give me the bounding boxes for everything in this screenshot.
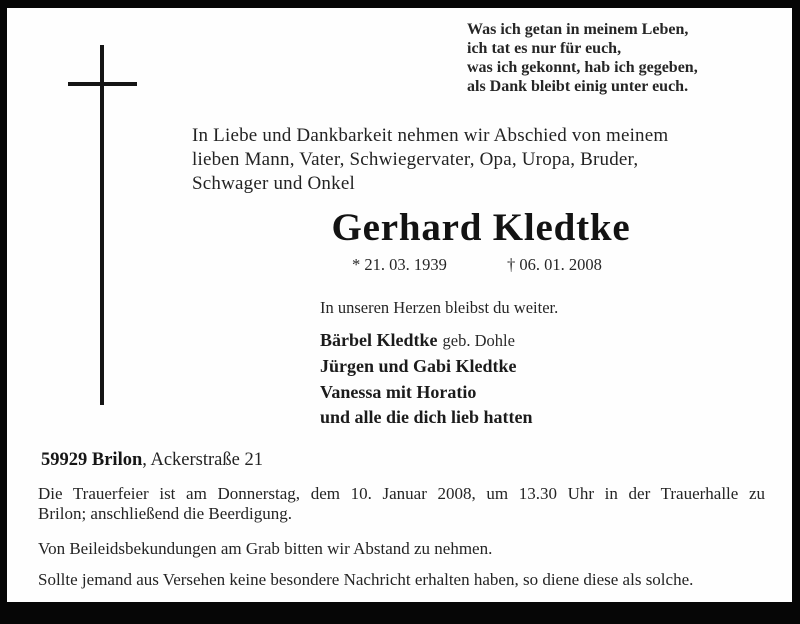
condolence-note: Von Beileidsbekundungen am Grab bitten wir Abstand zu nehmen. [38,539,493,558]
mourner-line [320,405,533,431]
death-date: † 06. 01. 2008 [507,255,602,274]
funeral-line: Die Trauerfeier ist am Donnerstag, dem 10. Januar 2008, um 13.30 Uhr in der Trauerhalle zu [38,484,765,503]
intro-line: In Liebe und Dankbarkeit nehmen wir Abschied von meinem [192,125,669,146]
cross-vertical-bar [100,45,104,405]
address-line [41,450,263,471]
mourner-line [320,354,533,380]
final-note: Sollte jemand aus Versehen keine besondere Nachricht erhalten haben, so diene diese als solche. [38,570,694,589]
funeral-details [38,484,765,523]
mourner-suffix: geb. Dohle [442,331,515,350]
mourner-line [320,328,533,354]
mourner-name: Vanessa mit Horatio [320,381,477,402]
mourner-name: Bärbel Kledtke [320,330,438,350]
intro-line: lieben Mann, Vater, Schwiegervater, Opa, Uropa, Bruder, [192,149,639,171]
address-city: 59929 Brilon [41,450,143,470]
poem-line: als Dank bleibt einig unter euch. [467,77,689,95]
memorial-line: In unseren Herzen bleibst du weiter. [320,298,559,317]
cross-horizontal-bar [68,82,137,86]
mourner-name: Jürgen und Gabi Kledtke [320,355,517,376]
intro-line: Schwager und Onkel [192,173,355,195]
mourners-list [320,328,533,431]
mourner-line [320,380,533,406]
deceased-name: Gerhard Kledtke [331,206,631,249]
poem-line: Was ich getan in meinem Leben, [467,21,689,38]
poem-line: ich tat es nur für euch, [467,39,622,57]
opening-poem [467,21,698,97]
mourner-name: und alle die dich lieb hatten [320,407,533,428]
birth-date: * 21. 03. 1939 [352,255,447,274]
poem-line: was ich gekonnt, hab ich gegeben, [467,58,698,76]
address-street: , Ackerstraße 21 [142,450,263,470]
farewell-intro [192,124,668,197]
funeral-line: Brilon; anschließend die Beerdigung. [38,503,292,523]
